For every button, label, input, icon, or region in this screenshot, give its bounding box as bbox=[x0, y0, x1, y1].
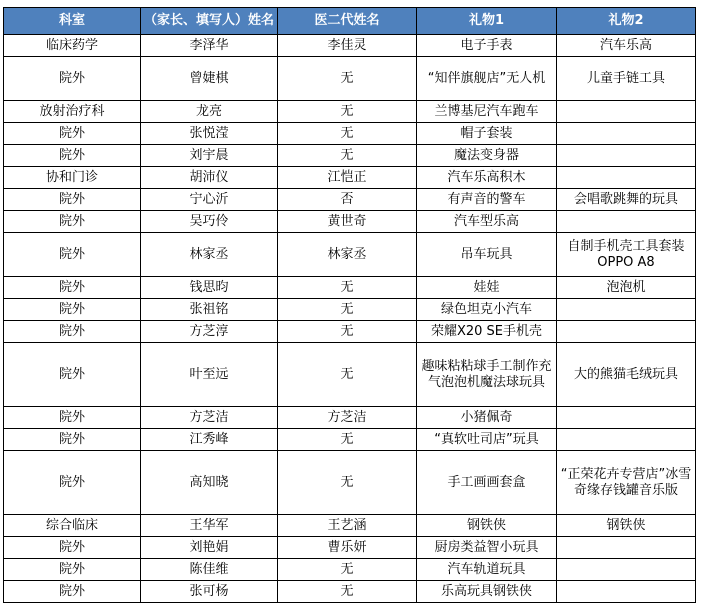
table-row bbox=[4, 451, 696, 515]
table-row bbox=[4, 189, 696, 211]
cell-kid[interactable]: 无 bbox=[278, 145, 417, 167]
table-row bbox=[4, 515, 696, 537]
cell-gift1[interactable]: 帽子套装 bbox=[417, 123, 557, 145]
cell-kid[interactable]: 无 bbox=[278, 101, 417, 123]
table-row bbox=[4, 233, 696, 277]
cell-gift1[interactable]: 娃娃 bbox=[417, 277, 557, 299]
cell-parent[interactable]: 高知晓 bbox=[141, 451, 278, 515]
cell-parent[interactable]: 王华军 bbox=[141, 515, 278, 537]
top-strip bbox=[0, 0, 706, 7]
cell-dept[interactable]: 院外 bbox=[4, 123, 141, 145]
cell-parent[interactable]: 曾婕棋 bbox=[141, 57, 278, 101]
cell-parent[interactable]: 张可杨 bbox=[141, 581, 278, 603]
cell-gift1[interactable]: 汽车乐高积木 bbox=[417, 167, 557, 189]
cell-gift2[interactable]: 儿童手链工具 bbox=[557, 57, 696, 101]
cell-parent[interactable]: 刘艳娟 bbox=[141, 537, 278, 559]
cell-gift1[interactable]: “真软吐司店”玩具 bbox=[417, 429, 557, 451]
cell-parent[interactable]: 吴巧伶 bbox=[141, 211, 278, 233]
cell-gift1[interactable]: 兰博基尼汽车跑车 bbox=[417, 101, 557, 123]
cell-gift2[interactable] bbox=[557, 321, 696, 343]
cell-gift1[interactable]: “知伴旗舰店”无人机 bbox=[417, 57, 557, 101]
table-row bbox=[4, 299, 696, 321]
table-row bbox=[4, 35, 696, 57]
cell-parent[interactable]: 龙亮 bbox=[141, 101, 278, 123]
cell-gift2[interactable] bbox=[557, 101, 696, 123]
cell-kid[interactable]: 无 bbox=[278, 277, 417, 299]
cell-gift1[interactable]: 有声音的警车 bbox=[417, 189, 557, 211]
header-row bbox=[4, 8, 696, 35]
cell-dept[interactable]: 院外 bbox=[4, 233, 141, 277]
cell-gift2[interactable] bbox=[557, 211, 696, 233]
cell-gift2[interactable]: 会唱歌跳舞的玩具 bbox=[557, 189, 696, 211]
cell-dept[interactable]: 院外 bbox=[4, 145, 141, 167]
header-kid[interactable]: 医二代姓名 bbox=[278, 8, 417, 35]
cell-dept[interactable]: 院外 bbox=[4, 189, 141, 211]
cell-dept[interactable]: 院外 bbox=[4, 211, 141, 233]
cell-gift2[interactable] bbox=[557, 299, 696, 321]
cell-gift2[interactable]: “正荣花卉专营店”冰雪奇缘存钱罐音乐版 bbox=[557, 451, 696, 515]
cell-kid[interactable]: 林家丞 bbox=[278, 233, 417, 277]
cell-dept[interactable]: 院外 bbox=[4, 407, 141, 429]
cell-gift1[interactable]: 魔法变身器 bbox=[417, 145, 557, 167]
cell-dept[interactable]: 院外 bbox=[4, 299, 141, 321]
cell-dept[interactable]: 院外 bbox=[4, 451, 141, 515]
cell-dept[interactable]: 院外 bbox=[4, 581, 141, 603]
cell-gift1[interactable]: 小猪佩奇 bbox=[417, 407, 557, 429]
table-row bbox=[4, 343, 696, 407]
table-row bbox=[4, 537, 696, 559]
cell-parent[interactable]: 胡沛仪 bbox=[141, 167, 278, 189]
header-gift2[interactable]: 礼物2 bbox=[557, 8, 696, 35]
cell-gift2[interactable] bbox=[557, 145, 696, 167]
cell-gift2[interactable] bbox=[557, 581, 696, 603]
cell-dept[interactable]: 院外 bbox=[4, 57, 141, 101]
table-row bbox=[4, 57, 696, 101]
cell-gift2[interactable]: 钢铁侠 bbox=[557, 515, 696, 537]
cell-kid[interactable]: 王艺涵 bbox=[278, 515, 417, 537]
table-row bbox=[4, 277, 696, 299]
cell-gift2[interactable] bbox=[557, 559, 696, 581]
cell-kid[interactable]: 黄世奇 bbox=[278, 211, 417, 233]
cell-parent[interactable]: 刘宇晨 bbox=[141, 145, 278, 167]
cell-parent[interactable]: 方芝淳 bbox=[141, 321, 278, 343]
cell-gift1[interactable]: 汽车型乐高 bbox=[417, 211, 557, 233]
table-row bbox=[4, 167, 696, 189]
cell-gift2[interactable]: 大的熊猫毛绒玩具 bbox=[557, 343, 696, 407]
cell-gift1[interactable]: 手工画画套盒 bbox=[417, 451, 557, 515]
cell-dept[interactable]: 临床药学 bbox=[4, 35, 141, 57]
cell-gift1[interactable]: 趣味粘粘球手工制作充气泡泡机魔法球玩具 bbox=[417, 343, 557, 407]
cell-dept[interactable]: 院外 bbox=[4, 277, 141, 299]
table-row bbox=[4, 123, 696, 145]
cell-kid[interactable]: 无 bbox=[278, 559, 417, 581]
header-gift1[interactable]: 礼物1 bbox=[417, 8, 557, 35]
cell-kid[interactable]: 方芝洁 bbox=[278, 407, 417, 429]
cell-gift1[interactable]: 乐高玩具钢铁侠 bbox=[417, 581, 557, 603]
cell-kid[interactable]: 无 bbox=[278, 429, 417, 451]
cell-parent[interactable]: 方芝洁 bbox=[141, 407, 278, 429]
gift-table bbox=[3, 7, 696, 603]
table-row bbox=[4, 407, 696, 429]
cell-gift1[interactable]: 绿色坦克小汽车 bbox=[417, 299, 557, 321]
cell-dept[interactable]: 院外 bbox=[4, 537, 141, 559]
cell-kid[interactable]: 李佳灵 bbox=[278, 35, 417, 57]
cell-kid[interactable]: 无 bbox=[278, 123, 417, 145]
cell-dept[interactable]: 院外 bbox=[4, 429, 141, 451]
cell-kid[interactable]: 无 bbox=[278, 57, 417, 101]
cell-gift2[interactable]: 汽车乐高 bbox=[557, 35, 696, 57]
cell-kid[interactable]: 无 bbox=[278, 343, 417, 407]
cell-dept[interactable]: 放射治疗科 bbox=[4, 101, 141, 123]
table-row bbox=[4, 101, 696, 123]
cell-gift2[interactable] bbox=[557, 167, 696, 189]
cell-dept[interactable]: 协和门诊 bbox=[4, 167, 141, 189]
cell-kid[interactable]: 无 bbox=[278, 451, 417, 515]
cell-gift1[interactable]: 电子手表 bbox=[417, 35, 557, 57]
cell-gift2[interactable] bbox=[557, 123, 696, 145]
cell-parent[interactable]: 林家丞 bbox=[141, 233, 278, 277]
cell-kid[interactable]: 曹乐妍 bbox=[278, 537, 417, 559]
cell-kid[interactable]: 否 bbox=[278, 189, 417, 211]
cell-kid[interactable]: 无 bbox=[278, 321, 417, 343]
cell-gift2[interactable] bbox=[557, 407, 696, 429]
header-dept[interactable]: 科室 bbox=[4, 8, 141, 35]
cell-gift1[interactable]: 吊车玩具 bbox=[417, 233, 557, 277]
cell-parent[interactable]: 钱思昀 bbox=[141, 277, 278, 299]
cell-parent[interactable]: 陈佳维 bbox=[141, 559, 278, 581]
cell-gift1[interactable]: 荣耀X20 SE手机壳 bbox=[417, 321, 557, 343]
cell-dept[interactable]: 综合临床 bbox=[4, 515, 141, 537]
cell-parent[interactable]: 张悦滢 bbox=[141, 123, 278, 145]
cell-gift2[interactable] bbox=[557, 429, 696, 451]
cell-dept[interactable]: 院外 bbox=[4, 559, 141, 581]
cell-kid[interactable]: 无 bbox=[278, 299, 417, 321]
cell-gift1[interactable]: 汽车轨道玩具 bbox=[417, 559, 557, 581]
table-row bbox=[4, 211, 696, 233]
cell-gift2[interactable] bbox=[557, 537, 696, 559]
cell-dept[interactable]: 院外 bbox=[4, 343, 141, 407]
cell-gift1[interactable]: 厨房类益智小玩具 bbox=[417, 537, 557, 559]
table-row bbox=[4, 581, 696, 603]
cell-kid[interactable]: 江恺正 bbox=[278, 167, 417, 189]
table-row bbox=[4, 559, 696, 581]
cell-parent[interactable]: 宁心沂 bbox=[141, 189, 278, 211]
cell-gift1[interactable]: 钢铁侠 bbox=[417, 515, 557, 537]
cell-parent[interactable]: 江秀峰 bbox=[141, 429, 278, 451]
cell-parent[interactable]: 李泽华 bbox=[141, 35, 278, 57]
cell-parent[interactable]: 张祖铭 bbox=[141, 299, 278, 321]
cell-dept[interactable]: 院外 bbox=[4, 321, 141, 343]
table-row bbox=[4, 321, 696, 343]
table-row bbox=[4, 429, 696, 451]
header-parent[interactable]: （家长、填写人）姓名 bbox=[141, 8, 278, 35]
cell-parent[interactable]: 叶至远 bbox=[141, 343, 278, 407]
cell-gift2[interactable]: 自制手机壳工具套装OPPO A8 bbox=[557, 233, 696, 277]
table-row bbox=[4, 145, 696, 167]
cell-gift2[interactable]: 泡泡机 bbox=[557, 277, 696, 299]
cell-kid[interactable]: 无 bbox=[278, 581, 417, 603]
